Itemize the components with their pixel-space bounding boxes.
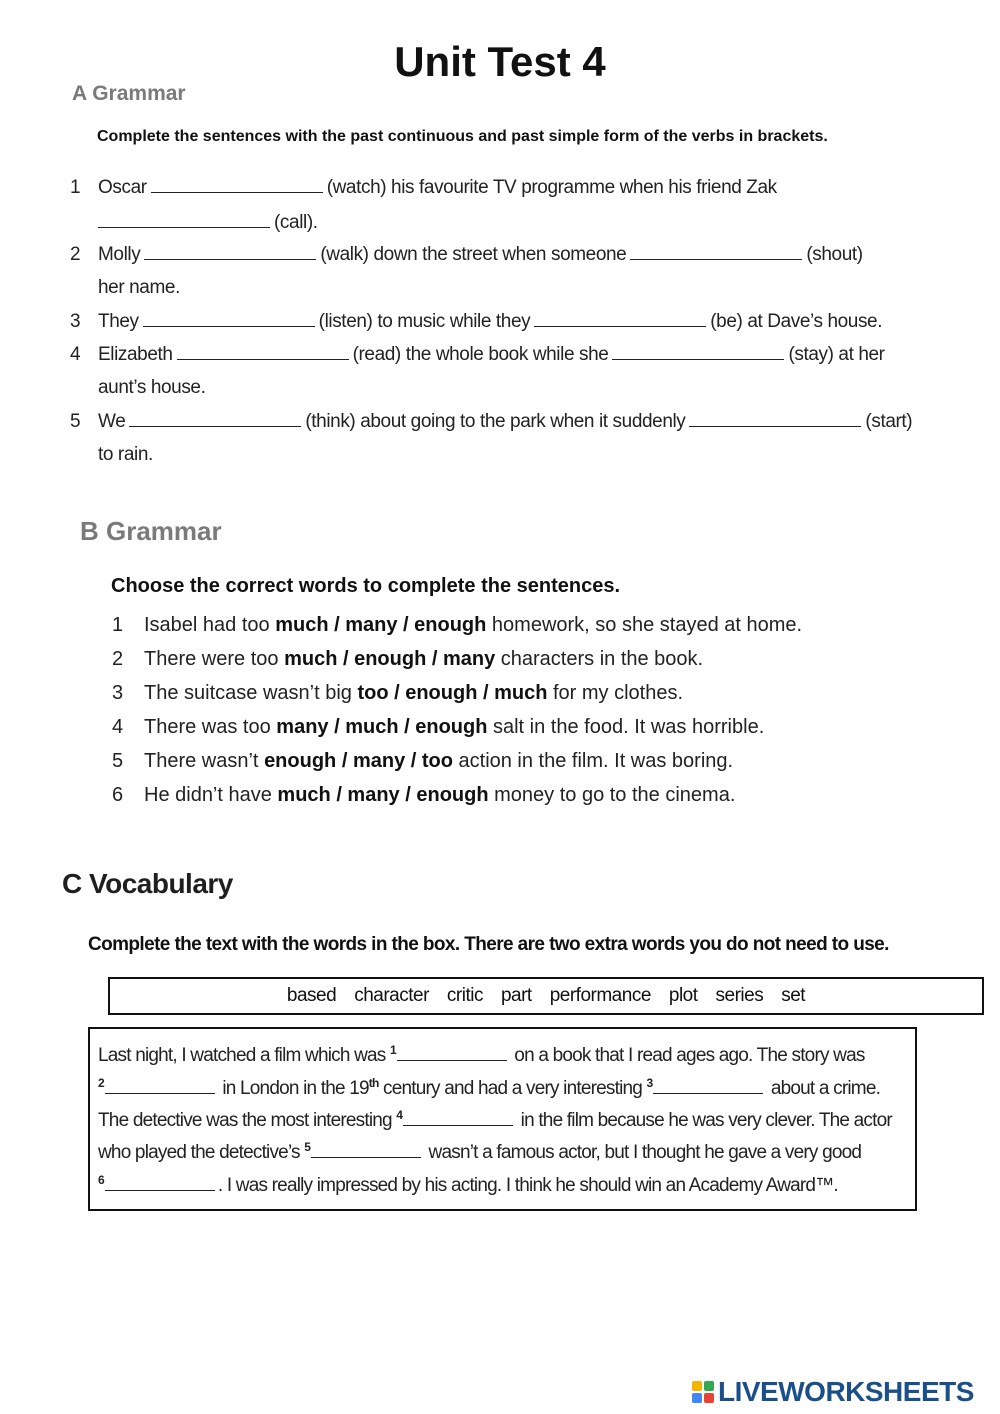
section-c-heading: C Vocabulary <box>62 868 233 899</box>
section-a-instruction: Complete the sentences with the past continuous and past simple form of the verbs in brackets. <box>97 128 828 145</box>
word-item: plot <box>668 985 698 1006</box>
logo-text: LIVEWORKSHEETS <box>718 1376 974 1407</box>
answer-blank[interactable] <box>129 410 301 427</box>
word-choice[interactable]: much / many / enough <box>275 614 487 636</box>
answer-blank[interactable] <box>630 243 802 260</box>
answer-blank[interactable] <box>653 1079 763 1094</box>
liveworksheets-logo-icon <box>692 1381 714 1403</box>
word-choice[interactable]: enough / many / too <box>264 750 453 772</box>
answer-blank[interactable] <box>105 1176 215 1191</box>
section-c-instruction: Complete the text with the words in the box. There are two extra words you do not need to use. <box>88 934 889 955</box>
word-box <box>108 977 984 1015</box>
word-choice[interactable]: much / enough / many <box>284 648 496 670</box>
question-a-5: 5 We (think) about going to the park when it suddenly (start) <box>70 411 913 432</box>
answer-blank[interactable] <box>143 310 315 327</box>
question-b-1: 1 Isabel had too much / many / enough homework, so she stayed at home. <box>112 614 803 636</box>
question-a-2: 2 Molly (walk) down the street when someone (shout) <box>70 244 863 265</box>
section-b-instruction: Choose the correct words to complete the sentences. <box>111 575 621 597</box>
question-a-4: 4 Elizabeth (read) the whole book while she (stay) at her <box>70 344 885 365</box>
word-choice[interactable]: too / enough / much <box>357 682 548 704</box>
question-a-1: 1 Oscar (watch) his favourite TV programme when his friend Zak <box>70 177 777 198</box>
word-item: set <box>781 985 806 1006</box>
answer-blank[interactable] <box>534 310 706 327</box>
section-b-heading: B Grammar <box>80 516 222 546</box>
text-line-4: who played the detective’s $^5$ wasn’t a famous actor, but I thought he gave a very good <box>98 1140 862 1163</box>
question-b-5: 5 There wasn’t enough / many / too action in the film. It was boring. <box>112 750 734 772</box>
answer-blank[interactable] <box>311 1143 421 1158</box>
question-a-5-cont: to rain. <box>98 444 153 465</box>
question-b-6: 6 He didn’t have much / many / enough money to go to the cinema. <box>112 784 736 806</box>
text-line-3: The detective was the most interesting $^4$ in the film because he was very clever. The actor <box>98 1108 892 1131</box>
word-item: critic <box>446 985 483 1006</box>
answer-blank[interactable] <box>105 1079 215 1094</box>
answer-blank[interactable] <box>612 343 784 360</box>
word-item: part <box>500 985 532 1006</box>
word-item: based <box>286 985 337 1006</box>
question-b-4: 4 There was too many / much / enough salt in the food. It was horrible. <box>112 716 765 738</box>
text-line-2: $^2$ in London in the 19th century and had a very interesting $^3$ about a crime. <box>98 1076 881 1099</box>
page-title: Unit Test 4 <box>394 38 606 85</box>
word-choice[interactable]: much / many / enough <box>277 784 489 806</box>
answer-blank[interactable] <box>689 410 861 427</box>
text-line-1: Last night, I watched a film which was $^1$ on a book that I read ages ago. The story was <box>98 1043 865 1066</box>
word-choice[interactable]: many / much / enough <box>276 716 488 738</box>
question-b-2: 2 There were too much / enough / many characters in the book. <box>112 648 704 670</box>
liveworksheets-logo[interactable] <box>692 1376 974 1408</box>
section-a-heading: A Grammar <box>72 82 186 105</box>
question-a-2-cont: her name. <box>98 277 180 298</box>
answer-blank[interactable] <box>403 1111 513 1126</box>
question-a-1-cont: (call). <box>70 211 318 234</box>
answer-blank[interactable] <box>98 211 270 228</box>
question-a-3: 3 They (listen) to music while they (be) at Dave’s house. <box>70 311 883 332</box>
word-item: series <box>715 985 764 1006</box>
word-item: character <box>354 985 429 1006</box>
word-item: performance <box>549 985 651 1006</box>
text-line-5: $^6$ . I was really impressed by his acting. I think he should win an Academy Award™. <box>98 1173 838 1196</box>
answer-blank[interactable] <box>151 176 323 193</box>
question-b-3: 3 The suitcase wasn’t big too / enough / much for my clothes. <box>112 682 684 704</box>
answer-blank[interactable] <box>177 343 349 360</box>
answer-blank[interactable] <box>397 1046 507 1061</box>
answer-blank[interactable] <box>144 243 316 260</box>
question-a-4-cont: aunt’s house. <box>98 377 206 398</box>
